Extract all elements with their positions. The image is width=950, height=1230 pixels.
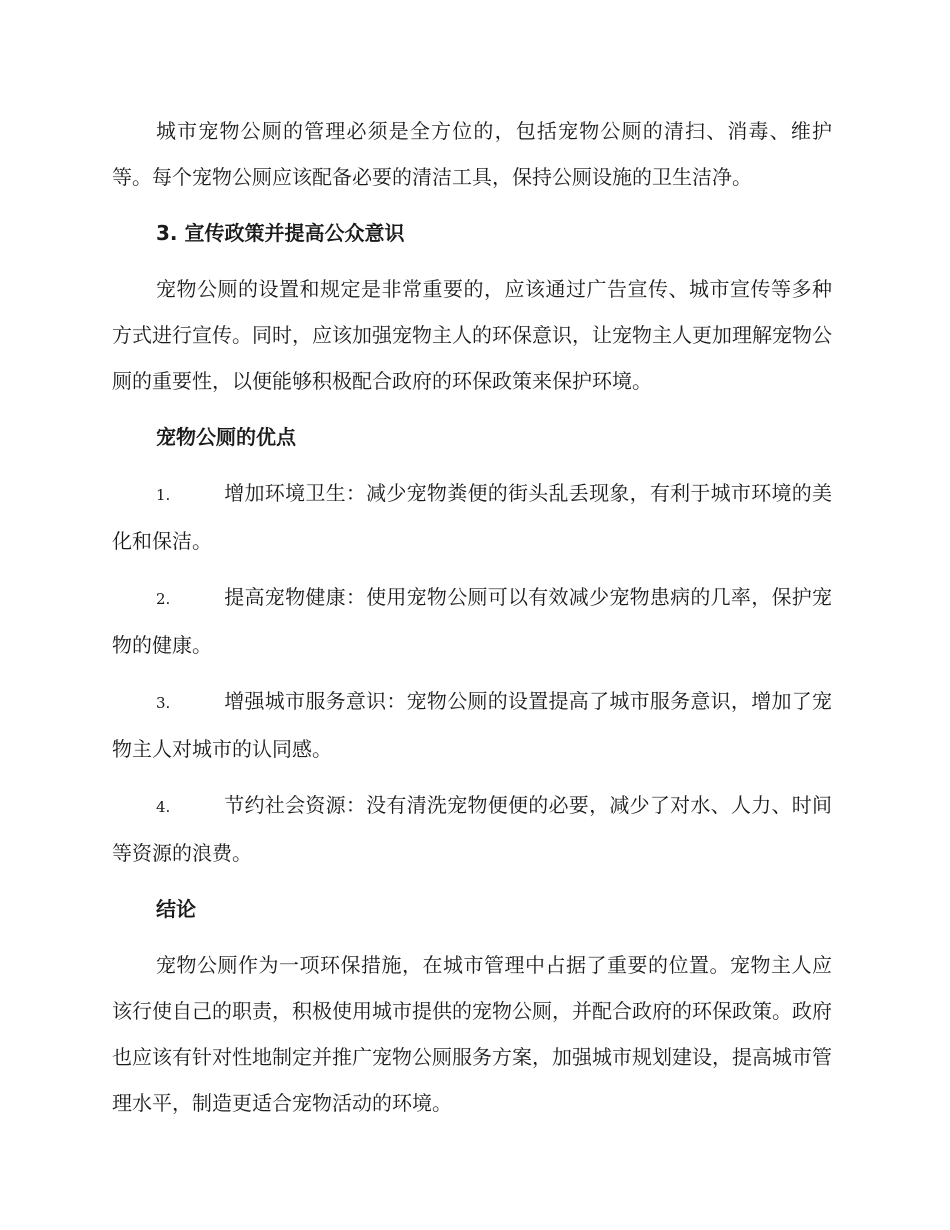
list-item [112,678,832,772]
conclusion-paragraph: 宠物公厕作为一项环保措施，在城市管理中占据了重要的位置。宠物主人应该行使自己的职责，积极使用城市提供的宠物公厕，并配合政府的环保政策。政府也应该有针对性地制定并推广宠物公厕服务方案，加强城市规划建设，提高城市管理水平，制造更适合宠物活动的环境。 [112,953,832,1115]
list-text: 提高宠物健康：使用宠物公厕可以有效减少宠物患病的几率，保护宠物的健康。 [112,585,832,657]
section-3-paragraph: 宠物公厕的设置和规定是非常重要的，应该通过广告宣传、城市宣传等多种方式进行宣传。同时，应该加强宠物主人的环保意识，让宠物主人更加理解宠物公厕的重要性，以便能够积极配合政府的环保政策来保护环境。 [112,277,832,393]
list-number: 1. [156,486,171,504]
list-item [112,574,832,668]
list-item [112,470,832,564]
list-number: 3. [156,694,171,712]
section-3-heading: 3. 宣传政策并提高公众意识 [156,221,405,245]
list-text: 节约社会资源：没有清洗宠物便便的必要，减少了对水、人力、时间等资源的浪费。 [112,793,832,865]
list-text: 增加环境卫生：减少宠物粪便的街头乱丢现象，有利于城市环境的美化和保洁。 [112,481,832,553]
list-item [112,782,832,876]
intro-paragraph: 城市宠物公厕的管理必须是全方位的，包括宠物公厕的清扫、消毒、维护等。每个宠物公厕应该配备必要的清洁工具，保持公厕设施的卫生洁净。 [112,119,832,189]
advantages-heading: 宠物公厕的优点 [156,425,296,449]
document-page [112,108,832,1136]
conclusion-heading: 结论 [156,897,196,921]
list-number: 2. [156,590,171,608]
list-number: 4. [156,798,171,816]
list-text: 增强城市服务意识：宠物公厕的设置提高了城市服务意识，增加了宠物主人对城市的认同感。 [112,689,832,761]
